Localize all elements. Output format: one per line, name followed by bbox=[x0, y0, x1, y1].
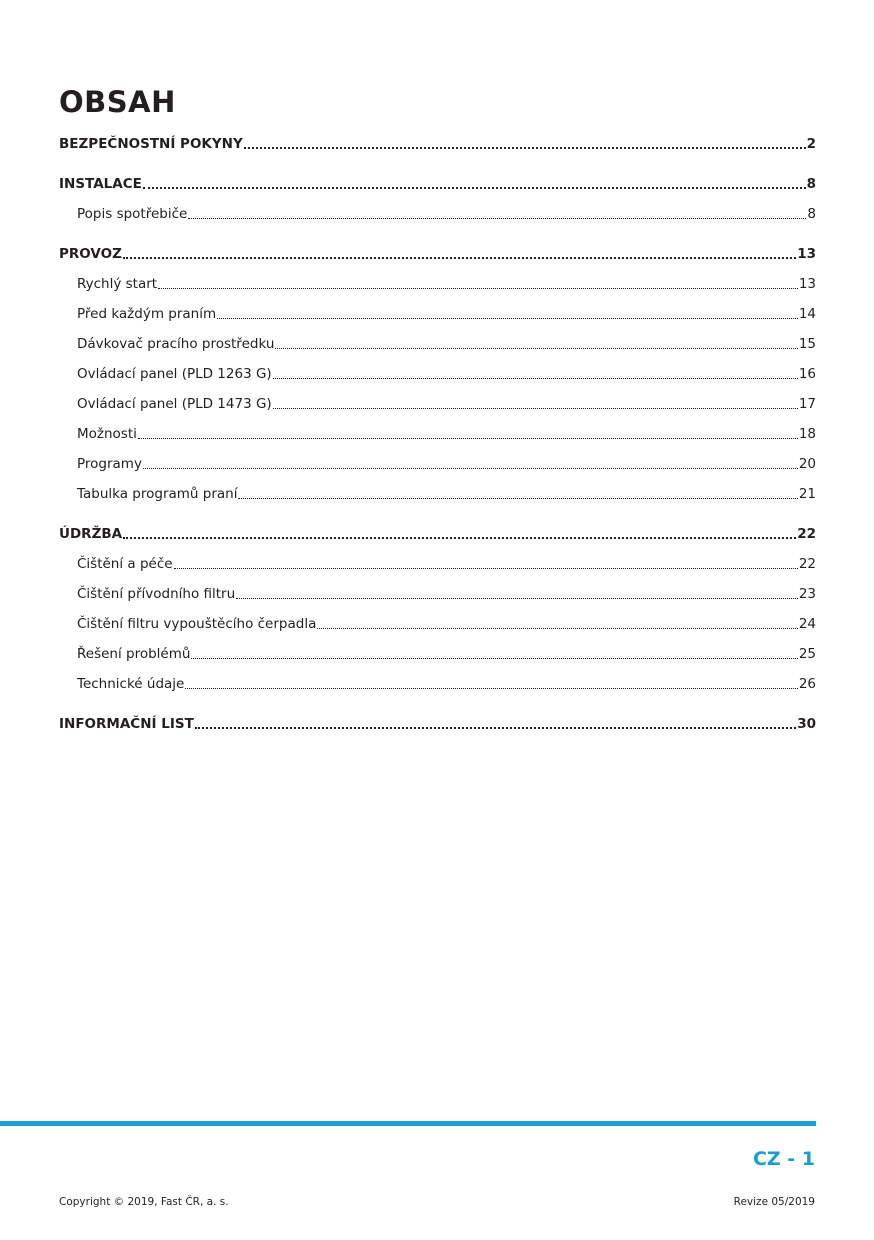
toc-entry-label: Před každým praním bbox=[77, 306, 217, 322]
toc-entry-rychly-start[interactable] bbox=[77, 274, 816, 294]
toc-entry-page: 15 bbox=[798, 336, 816, 352]
toc-entry-label: Rychlý start bbox=[77, 276, 158, 292]
toc-entry-page: 13 bbox=[797, 246, 816, 262]
toc-entry-ovladaci-panel-1263[interactable] bbox=[77, 364, 816, 384]
copyright-notice: Copyright © 2019, Fast ČR, a. s. bbox=[59, 1196, 229, 1208]
toc-entry-label: Tabulka programů praní bbox=[77, 486, 238, 502]
toc-entry-udrzba[interactable] bbox=[59, 524, 816, 544]
toc-entry-page: 22 bbox=[797, 526, 816, 542]
toc-entry-bezpecnostni-pokyny[interactable] bbox=[59, 134, 816, 154]
toc-entry-page: 24 bbox=[798, 616, 816, 632]
toc-entry-label: INFORMAČNÍ LIST bbox=[59, 716, 194, 732]
toc-dot-leader bbox=[244, 134, 806, 154]
revision-label: Revize 05/2019 bbox=[733, 1196, 815, 1208]
toc-entry-label: PROVOZ bbox=[59, 246, 122, 262]
toc-dot-leader bbox=[191, 644, 797, 664]
toc-entry-page: 8 bbox=[806, 176, 816, 192]
toc-entry-label: Popis spotřebiče bbox=[77, 206, 188, 222]
toc-dot-leader bbox=[185, 674, 797, 694]
page-title: OBSAH bbox=[59, 85, 176, 119]
toc-dot-leader bbox=[158, 274, 798, 294]
toc-entry-page: 30 bbox=[797, 716, 816, 732]
toc-entry-popis-spotrebice[interactable] bbox=[77, 204, 816, 224]
toc-dot-leader bbox=[143, 454, 798, 474]
toc-entry-label: Ovládací panel (PLD 1263 G) bbox=[77, 366, 272, 382]
toc-dot-leader bbox=[238, 484, 797, 504]
toc-entry-tabulka-programu[interactable] bbox=[77, 484, 816, 504]
toc-dot-leader bbox=[236, 584, 798, 604]
toc-entry-label: Čištění a péče bbox=[77, 556, 173, 572]
toc-entry-label: Technické údaje bbox=[77, 676, 185, 692]
toc-entry-informacni-list[interactable] bbox=[59, 714, 816, 734]
toc-entry-page: 8 bbox=[807, 206, 816, 222]
toc-entry-page: 16 bbox=[798, 366, 816, 382]
toc-entry-cisteni-a-pece[interactable] bbox=[77, 554, 816, 574]
toc-entry-reseni-problemu[interactable] bbox=[77, 644, 816, 664]
toc-dot-leader bbox=[123, 524, 796, 544]
toc-dot-leader bbox=[138, 424, 798, 444]
toc-entry-page: 14 bbox=[798, 306, 816, 322]
toc-entry-page: 25 bbox=[798, 646, 816, 662]
toc-dot-leader bbox=[195, 714, 796, 734]
toc-entry-page: 13 bbox=[798, 276, 816, 292]
toc-dot-leader bbox=[174, 554, 798, 574]
toc-dot-leader bbox=[317, 614, 797, 634]
toc-entry-label: Čištění přívodního filtru bbox=[77, 586, 236, 602]
toc-entry-ovladaci-panel-1473[interactable] bbox=[77, 394, 816, 414]
toc-entry-page: 17 bbox=[798, 396, 816, 412]
toc-dot-leader bbox=[188, 204, 806, 224]
table-of-contents bbox=[59, 0, 816, 760]
toc-entry-moznosti[interactable] bbox=[77, 424, 816, 444]
toc-entry-page: 2 bbox=[806, 136, 816, 152]
toc-entry-provoz[interactable] bbox=[59, 244, 816, 264]
toc-entry-label: Čištění filtru vypouštěcího čerpadla bbox=[77, 616, 317, 632]
toc-entry-davkovac[interactable] bbox=[77, 334, 816, 354]
toc-entry-label: INSTALACE bbox=[59, 176, 142, 192]
toc-entry-cisteni-filtru-cerpadla[interactable] bbox=[77, 614, 816, 634]
toc-entry-technicke-udaje[interactable] bbox=[77, 674, 816, 694]
toc-entry-cisteni-privodniho-filtru[interactable] bbox=[77, 584, 816, 604]
toc-dot-leader bbox=[217, 304, 798, 324]
toc-dot-leader bbox=[273, 364, 798, 384]
toc-entry-page: 18 bbox=[798, 426, 816, 442]
toc-dot-leader bbox=[275, 334, 797, 354]
toc-entry-label: ÚDRŽBA bbox=[59, 526, 123, 542]
toc-entry-page: 23 bbox=[798, 586, 816, 602]
toc-entry-label: BEZPEČNOSTNÍ POKYNY bbox=[59, 136, 243, 152]
toc-dot-leader bbox=[273, 394, 798, 414]
toc-dot-leader bbox=[123, 244, 796, 264]
page-number: CZ - 1 bbox=[752, 1148, 815, 1170]
toc-entry-label: Dávkovač pracího prostředku bbox=[77, 336, 275, 352]
toc-dot-leader bbox=[143, 174, 806, 194]
toc-entry-page: 21 bbox=[798, 486, 816, 502]
toc-entry-page: 26 bbox=[798, 676, 816, 692]
toc-entry-page: 22 bbox=[798, 556, 816, 572]
toc-entry-label: Programy bbox=[77, 456, 142, 472]
toc-entry-programy[interactable] bbox=[77, 454, 816, 474]
toc-entry-label: Možnosti bbox=[77, 426, 137, 442]
toc-entry-instalace[interactable] bbox=[59, 174, 816, 194]
toc-entry-label: Ovládací panel (PLD 1473 G) bbox=[77, 396, 272, 412]
toc-entry-pred-kazdym-pranim[interactable] bbox=[77, 304, 816, 324]
toc-entry-label: Řešení problémů bbox=[77, 646, 191, 662]
toc-entry-page: 20 bbox=[798, 456, 816, 472]
footer-divider bbox=[0, 1121, 816, 1126]
